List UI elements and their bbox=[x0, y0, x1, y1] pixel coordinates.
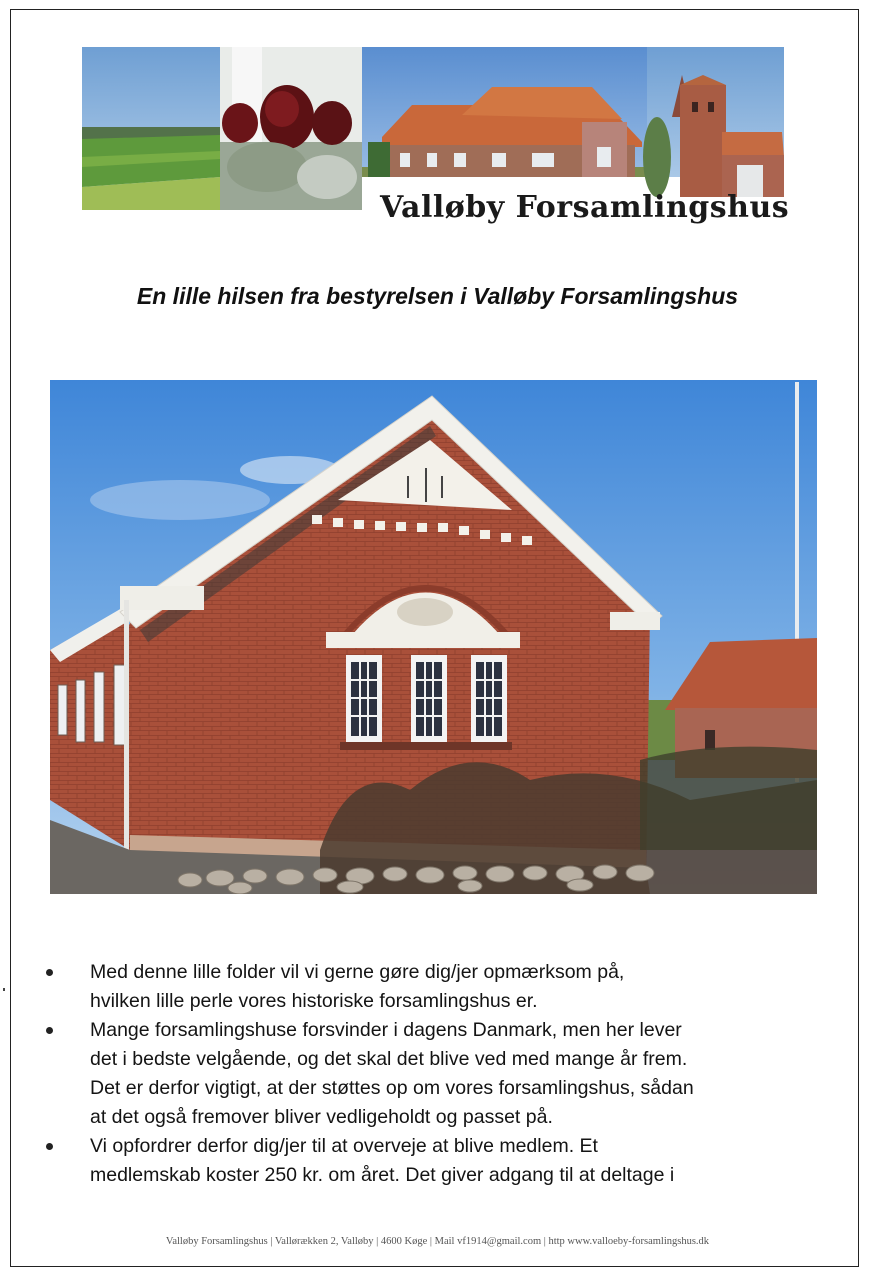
banner-title: Valløby Forsamlingshus bbox=[380, 190, 790, 225]
margin-mark bbox=[3, 988, 5, 991]
bullet-dot-icon bbox=[46, 1143, 53, 1150]
main-house-photo bbox=[50, 380, 817, 894]
bullet-line: det i bedste velgående, og det skal det blive ved med mange år frem. bbox=[90, 1048, 688, 1070]
bullet-dot-icon bbox=[46, 969, 53, 976]
banner-church-photo bbox=[643, 47, 784, 210]
gable-windows bbox=[340, 655, 512, 750]
bullet-line: Vi opfordrer derfor dig/jer til at overveje at blive medlem. Et bbox=[90, 1135, 598, 1157]
banner-roses-photo bbox=[220, 47, 362, 210]
greeting-heading: En lille hilsen fra bestyrelsen i Valløby Forsamlingshus bbox=[136, 283, 739, 309]
bullet-item bbox=[40, 1016, 830, 1132]
bullet-item bbox=[40, 958, 830, 1016]
bullet-line: Det er derfor vigtigt, at der støttes op om vores forsamlingshus, sådan bbox=[90, 1077, 694, 1099]
bullet-line: Med denne lille folder vil vi gerne gøre dig/jer opmærksom på, bbox=[90, 961, 625, 983]
bullet-item bbox=[40, 1132, 830, 1190]
bullet-dot-icon bbox=[46, 1027, 53, 1034]
banner-fields-photo bbox=[82, 47, 220, 210]
footer-contact: Valløby Forsamlingshus | Vallørækken 2, Valløby | 4600 Køge | Mail vf1914@gmail.com | http www.valloeby-forsamlingshus.dk bbox=[165, 1236, 710, 1247]
info-bullet-list bbox=[40, 958, 830, 1190]
bullet-line: hvilken lille perle vores historiske forsamlingshus er. bbox=[90, 990, 538, 1012]
bullet-line: Mange forsamlingshuse forsvinder i dagens Danmark, men her lever bbox=[90, 1019, 682, 1041]
banner-farmhouse-photo bbox=[362, 47, 647, 210]
banner-collage bbox=[82, 47, 784, 210]
bullet-line: medlemskab koster 250 kr. om året. Det giver adgang til at deltage i bbox=[90, 1164, 675, 1186]
bullet-line: at det også fremover bliver vedligeholdt og passet på. bbox=[90, 1106, 553, 1128]
